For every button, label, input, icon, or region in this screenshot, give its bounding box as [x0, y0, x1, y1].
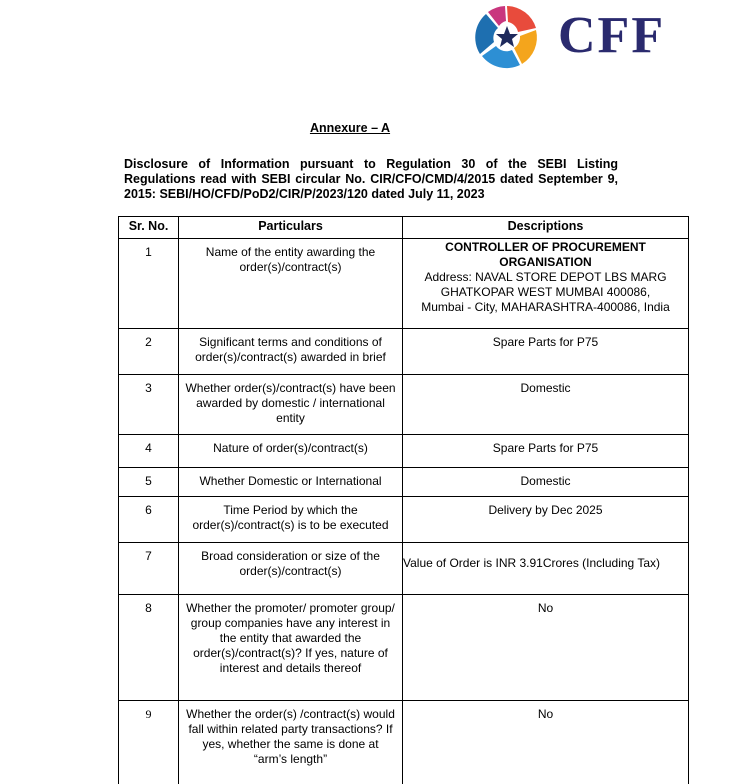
description-cell: Spare Parts for P75 [403, 329, 689, 375]
table-row [119, 239, 689, 329]
particulars-cell: Name of the entity awarding the order(s)/contract(s) [179, 239, 403, 329]
disclosure-table [118, 216, 689, 784]
sr-no-cell: 4 [119, 435, 179, 468]
header-particulars: Particulars [179, 217, 403, 239]
table-row [119, 701, 689, 784]
particulars-cell: Nature of order(s)/contract(s) [179, 435, 403, 468]
table-header-row [119, 217, 689, 239]
particulars-cell: Whether the promoter/ promoter group/ group companies have any interest in the entity that awarded the order(s)/contract(s)? If yes, nature of interest and details thereof [179, 595, 403, 701]
description-cell: Domestic [403, 375, 689, 435]
header-sr-no: Sr. No. [119, 217, 179, 239]
sr-no-cell: 7 [119, 543, 179, 595]
sr-no-cell: 3 [119, 375, 179, 435]
table-row [119, 375, 689, 435]
description-cell: Spare Parts for P75 [403, 435, 689, 468]
table-row [119, 468, 689, 497]
table-row [119, 497, 689, 543]
sr-no-cell: 2 [119, 329, 179, 375]
entity-address-line: Mumbai - City, MAHARASHTRA-400086, India [421, 300, 670, 314]
description-cell: Domestic [403, 468, 689, 497]
particulars-cell: Broad consideration or size of the order(s)/contract(s) [179, 543, 403, 595]
table-row [119, 543, 689, 595]
description-cell: No [403, 595, 689, 701]
description-cell: Delivery by Dec 2025 [403, 497, 689, 543]
particulars-cell: Whether Domestic or International [179, 468, 403, 497]
cff-logo-text: CFF [558, 7, 666, 64]
description-cell: No [403, 701, 689, 784]
header-descriptions: Descriptions [403, 217, 689, 239]
sr-no-cell: 8 [119, 595, 179, 701]
description-cell [403, 239, 689, 329]
table-row [119, 595, 689, 701]
table-row [119, 435, 689, 468]
cff-logo [472, 2, 682, 72]
particulars-cell: Whether the order(s) /contract(s) would fall within related party transactions? If yes, whether the same is done at “arm’s length” [179, 701, 403, 784]
particulars-cell: Whether order(s)/contract(s) have been awarded by domestic / international entity [179, 375, 403, 435]
annexure-title: Annexure – A [309, 121, 391, 135]
particulars-cell: Significant terms and conditions of order(s)/contract(s) awarded in brief [179, 329, 403, 375]
sr-no-cell: 9 [119, 701, 179, 784]
particulars-cell: Time Period by which the order(s)/contract(s) is to be executed [179, 497, 403, 543]
table-row [119, 329, 689, 375]
disclosure-heading: Disclosure of Information pursuant to Regulation 30 of the SEBI Listing Regulations read with SEBI circular No. CIR/CFO/CMD/4/2015 dated September 9, 2015: SEBI/HO/CFD/PoD2/CIR/P/2023/120 dated July 11, 2023 [124, 157, 618, 201]
description-cell: Value of Order is INR 3.91Crores (Including Tax) [403, 543, 689, 595]
entity-address-line: Address: NAVAL STORE DEPOT LBS MARG [424, 270, 667, 284]
sr-no-cell: 5 [119, 468, 179, 497]
sr-no-cell: 1 [119, 239, 179, 329]
entity-name: CONTROLLER OF PROCUREMENT ORGANISATION [445, 240, 646, 269]
entity-address-line: GHATKOPAR WEST MUMBAI 400086, [440, 285, 651, 299]
cff-emblem-icon [472, 2, 542, 72]
sr-no-cell: 6 [119, 497, 179, 543]
